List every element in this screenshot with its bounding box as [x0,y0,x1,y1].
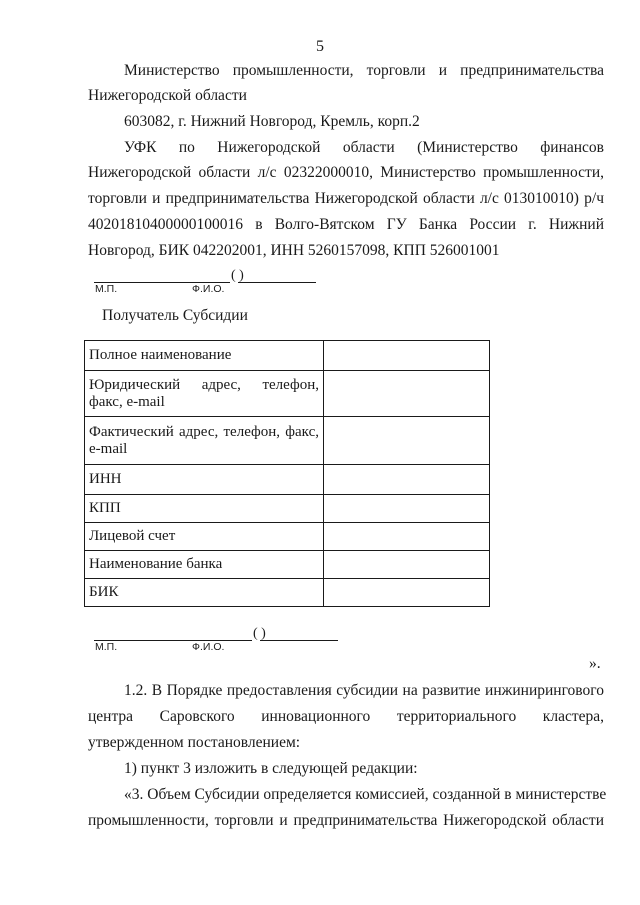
signature-line [94,640,252,641]
row-value-bank-name[interactable] [324,551,490,579]
paragraph-quote-line1: «3. Объем Субсидии определяется комиссией, созданной в министерстве [124,786,607,803]
table-row [85,523,490,551]
row-label-kpp: КПП [85,495,324,523]
row-value-inn[interactable] [324,465,490,495]
table-row [85,551,490,579]
row-value-actual-address[interactable] [324,417,490,465]
fio-label: Ф.И.О. [192,641,225,653]
table-row [85,495,490,523]
row-value-legal-address[interactable] [324,371,490,417]
table-row [85,341,490,371]
row-value-account[interactable] [324,523,490,551]
row-value-bik[interactable] [324,579,490,607]
bank-details-line4: 40201810400000100016 в Волго-Вятском ГУ Банка России г. Нижний [88,216,604,233]
row-label-legal-address [85,371,324,417]
signature-fio-line [238,282,316,283]
recipient-table [84,340,490,607]
row-label-full-name: Полное наименование [85,341,324,371]
row-value-full-name[interactable] [324,341,490,371]
ministry-address: 603082, г. Нижний Новгород, Кремль, корп.2 [124,113,420,130]
paragraph-1-2-line2: центра Саровского инновационного территориального кластера, [88,708,604,725]
table-row [85,371,490,417]
paragraph-1-2-line3: утвержденном постановлением: [88,734,301,751]
ministry-name-line2: Нижегородской области [88,87,247,104]
paragraph-quote-line2: промышленности, торговли и предпринимательства Нижегородской области [88,812,604,829]
row-value-kpp[interactable] [324,495,490,523]
bank-details-line1: УФК по Нижегородской области (Министерство финансов [124,139,604,156]
table-row [85,417,490,465]
recipient-heading: Получатель Субсидии [102,307,248,324]
row-label-actual-address [85,417,324,465]
row-label-account: Лицевой счет [85,523,324,551]
bank-details-line5: Новгород, БИК 042202001, ИНН 5260157098, КПП 526001001 [88,242,500,259]
legal-address-label-line2: факс, e-mail [89,393,165,410]
stamp-label: М.П. [95,283,118,295]
paragraph-item-1: 1) пункт 3 изложить в следующей редакции: [124,760,418,777]
bank-details-line2: Нижегородской области л/с 02322000010, Министерство промышленности, [88,164,604,181]
ministry-name-line1: Министерство промышленности, торговли и предпринимательства [124,62,604,79]
fio-label: Ф.И.О. [192,283,225,295]
actual-address-label-line1: Фактический адрес, телефон, факс, [89,423,319,440]
legal-address-label-line1: Юридический адрес, телефон, [89,376,319,393]
row-label-bik: БИК [85,579,324,607]
table-row [85,579,490,607]
actual-address-label-line2: e-mail [89,440,128,457]
stamp-label: М.П. [95,641,118,653]
row-label-bank-name: Наименование банка [85,551,324,579]
signature-fio-line [260,640,338,641]
closing-quote: ». [589,655,601,672]
bank-details-line3: торговли и предпринимательства Нижегородской области л/с 013010010) р/ч [88,190,604,207]
row-label-inn: ИНН [85,465,324,495]
signature-paren: ( ) [231,268,244,283]
table-row [85,465,490,495]
page-number: 5 [316,38,324,55]
signature-paren: ( ) [253,626,266,641]
paragraph-1-2-line1: 1.2. В Порядке предоставления субсидии на развитие инжинирингового [124,682,604,699]
